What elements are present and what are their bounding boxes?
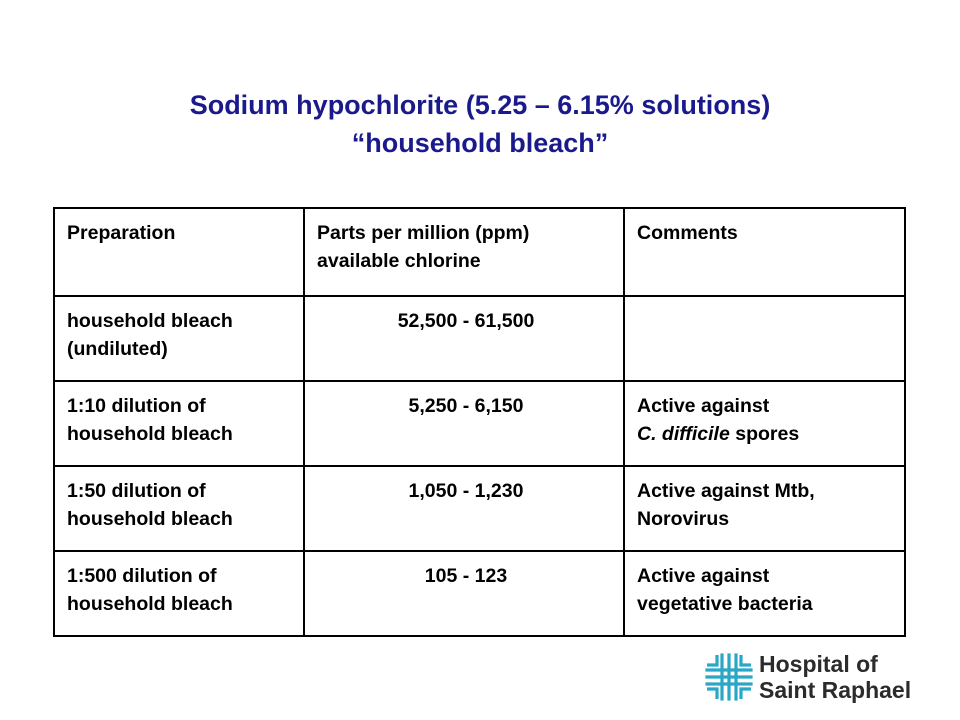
hospital-logo (697, 645, 937, 707)
slide-title-line2: “household bleach” (351, 128, 609, 158)
slide-title-line1: Sodium hypochlorite (5.25 – 6.15% solutions) (189, 90, 771, 120)
header-ppm: Parts per million (ppm) available chlorine (304, 208, 624, 296)
table-row (54, 296, 905, 381)
cell-preparation: 1:10 dilution of household bleach (54, 381, 304, 466)
slide-title (0, 86, 960, 162)
table-row (54, 381, 905, 466)
cell-preparation: 1:500 dilution of household bleach (54, 551, 304, 636)
hospital-cross-logo-icon (705, 653, 753, 701)
cell-comments: Active against vegetative bacteria (624, 551, 905, 636)
hospital-name: Hospital of Saint Raphael (759, 651, 912, 703)
cell-ppm: 52,500 - 61,500 (304, 296, 624, 381)
cell-comments (624, 296, 905, 381)
cell-preparation: household bleach (undiluted) (54, 296, 304, 381)
table-header-row (54, 208, 905, 296)
cell-ppm: 5,250 - 6,150 (304, 381, 624, 466)
cell-comments: Active against C. difficile spores (624, 381, 905, 466)
header-preparation: Preparation (54, 208, 304, 296)
bleach-dilution-table (53, 207, 906, 637)
cell-ppm: 105 - 123 (304, 551, 624, 636)
cell-comments: Active against Mtb, Norovirus (624, 466, 905, 551)
table-row (54, 466, 905, 551)
header-comments: Comments (624, 208, 905, 296)
organism-name: C. difficile (637, 423, 730, 445)
cell-ppm: 1,050 - 1,230 (304, 466, 624, 551)
cell-preparation: 1:50 dilution of household bleach (54, 466, 304, 551)
table-row (54, 551, 905, 636)
